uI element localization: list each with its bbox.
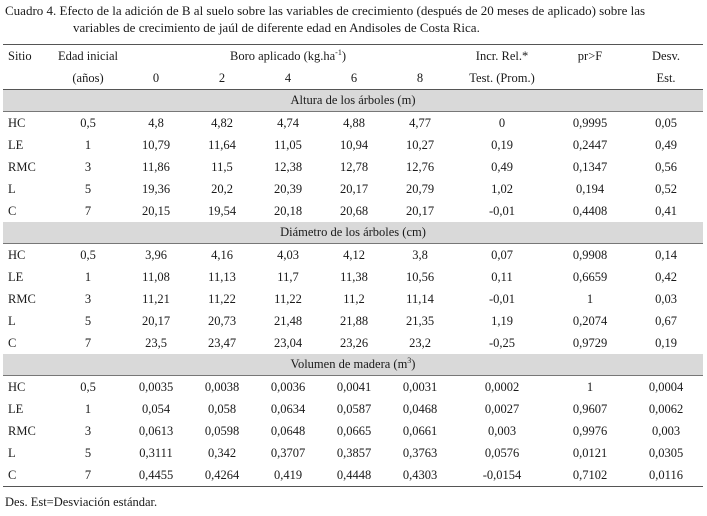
table-row [3,398,703,420]
site-cell: C [8,336,17,350]
site-cell: LE [8,270,24,284]
table-row [3,442,703,464]
value-cell: 19,54 [207,204,237,218]
site-cell: C [3,464,53,487]
value-cell: 20,17 [405,204,435,218]
value-cell: 0,67 [655,314,677,328]
value-cell: -0,25 [488,336,516,350]
value-cell: 4,12 [343,248,365,262]
value-cell: 0,5 [80,248,96,262]
value-cell: 0,058 [207,402,237,416]
value-cell: 4,03 [277,248,299,262]
header-edad: Edad inicial [53,45,123,68]
value-cell: 0,52 [655,182,677,196]
value-cell: 0,5 [80,116,96,130]
table-row [3,244,703,267]
value-cell: 0,0041 [336,380,372,394]
site-cell: HC [8,248,26,262]
value-cell: 12,38 [273,160,303,174]
value-cell: 3 [84,160,92,174]
value-cell: -0,01 [488,292,516,306]
header-desv: Desv. [629,45,703,68]
value-cell: 0,0665 [336,424,372,438]
value-cell: 5 [84,446,92,460]
value-cell: 4,16 [211,248,233,262]
header-dose: 6 [321,67,387,90]
value-cell: 0,49 [655,138,677,152]
value-cell: 0,0027 [484,402,520,416]
value-cell: 20,15 [141,204,171,218]
value-cell: 7 [53,464,123,487]
value-cell: 11,21 [142,292,170,306]
value-cell: 0,054 [141,402,171,416]
site-cell: RMC [8,292,36,306]
value-cell: 0,56 [655,160,677,174]
value-cell: 20,79 [405,182,435,196]
header-incr-sub: Test. (Prom.) [453,67,551,90]
value-cell: 1,02 [491,182,513,196]
table-row [3,288,703,310]
value-cell: 3,96 [145,248,167,262]
table-row [3,464,703,487]
value-cell: 10,94 [339,138,369,152]
value-cell: 3 [84,292,92,306]
value-cell: 0,0576 [484,446,520,460]
header-boro: Boro aplicado $(kg.ha^{-1})$ [123,45,453,68]
value-cell: -0,0154 [453,464,551,487]
value-cell: 11,7 [277,270,299,284]
value-cell: 0,3111 [139,446,173,460]
value-cell: -0,01 [488,204,516,218]
header-incr: Incr. Rel.* [453,45,551,68]
value-cell: 4,82 [211,116,233,130]
value-cell: 0,03 [655,292,677,306]
site-cell: LE [8,138,24,152]
table-row [3,156,703,178]
value-cell: 0,0031 [402,380,438,394]
value-cell: 20,17 [339,182,369,196]
table-row [3,200,703,222]
value-cell: 19,36 [141,182,171,196]
value-cell: 11,13 [208,270,236,284]
value-cell: 0,003 [487,424,517,438]
value-cell: 0,0121 [572,446,608,460]
value-cell: 0,5 [80,380,96,394]
value-cell: 3 [84,424,92,438]
site-cell: LE [8,402,24,416]
value-cell: 0,419 [255,464,321,487]
value-cell: 0,0468 [402,402,438,416]
value-cell: 0,14 [655,248,677,262]
site-cell: L [8,314,16,328]
value-cell: 20,39 [273,182,303,196]
value-cell: 11,5 [211,160,233,174]
value-cell: 0,4408 [572,204,608,218]
value-cell: 0,0004 [648,380,684,394]
header-desv-sub: Est. [629,67,703,90]
header-row-1 [3,45,703,68]
value-cell: 11,08 [142,270,170,284]
value-cell: 1,19 [491,314,513,328]
value-cell: 12,76 [405,160,435,174]
value-cell: 11,2 [343,292,365,306]
value-cell: 23,04 [273,336,303,350]
value-cell: 0,003 [651,424,681,438]
value-cell: 11,38 [340,270,368,284]
value-cell: 0,342 [207,446,237,460]
value-cell: 0,0116 [629,464,703,487]
site-cell: L [8,182,16,196]
site-cell: RMC [8,424,36,438]
value-cell: 23,26 [339,336,369,350]
value-cell: 0,0613 [138,424,174,438]
value-cell: 0,4455 [123,464,189,487]
header-dose: 8 [387,67,453,90]
value-cell: 5 [84,314,92,328]
site-cell: HC [8,116,26,130]
value-cell: 0,9908 [572,248,608,262]
value-cell: 10,56 [405,270,435,284]
table-row [3,178,703,200]
value-cell: 0,4448 [321,464,387,487]
value-cell: 7 [84,336,92,350]
value-cell: 0,0587 [336,402,372,416]
value-cell: 20,18 [273,204,303,218]
value-cell: 11,86 [142,160,170,174]
value-cell: 11,22 [208,292,236,306]
value-cell: 0,19 [491,138,513,152]
value-cell: 0,9976 [572,424,608,438]
header-dose: 0 [123,67,189,90]
value-cell: 21,48 [273,314,303,328]
value-cell: 21,35 [405,314,435,328]
value-cell: 0,0661 [402,424,438,438]
section-header [3,90,703,112]
site-cell: RMC [8,160,36,174]
value-cell: 4,77 [409,116,431,130]
site-cell: C [8,204,17,218]
value-cell: 20,17 [141,314,171,328]
site-cell: L [8,446,16,460]
value-cell: 20,73 [207,314,237,328]
value-cell: 0,9607 [572,402,608,416]
value-cell: 5 [84,182,92,196]
value-cell: 0,7102 [551,464,629,487]
value-cell: 0,3763 [402,446,438,460]
value-cell: 0,0648 [270,424,306,438]
section-title: Volumen de madera $(m^3)$ [3,354,703,376]
value-cell: 11,05 [274,138,302,152]
value-cell: 1 [84,402,92,416]
value-cell: 1 [84,138,92,152]
value-cell: 0,19 [655,336,677,350]
value-cell: 0,42 [655,270,677,284]
value-cell: 0,0002 [484,380,520,394]
value-cell: 20,2 [211,182,233,196]
value-cell: 0,0598 [204,424,240,438]
value-cell: 0,11 [491,270,513,284]
value-cell: 0,2447 [572,138,608,152]
header-edad-unit: (años) [53,67,123,90]
value-cell: 1 [586,380,594,394]
value-cell: 0,0062 [648,402,684,416]
value-cell: 7 [84,204,92,218]
value-cell: 0,41 [655,204,677,218]
value-cell: 1 [586,292,594,306]
value-cell: 0,07 [491,248,513,262]
header-prf: pr>F [551,45,629,68]
value-cell: 3,8 [412,248,428,262]
value-cell: 0,9729 [572,336,608,350]
caption-line-1: Cuadro 4. Efecto de la adición de B al suelo sobre las variables de crecimiento (después de 20 meses de aplicado) sobre las [5,3,646,18]
value-cell: 0 [498,116,506,130]
value-cell: 0,05 [655,116,677,130]
value-cell: 1 [84,270,92,284]
footnote: Des. Est=Desviación estándar. [5,495,158,509]
header-dose: 4 [255,67,321,90]
value-cell: 0,9995 [572,116,608,130]
value-cell: 0,194 [575,182,605,196]
value-cell: 10,27 [405,138,435,152]
value-cell: 0,3857 [336,446,372,460]
value-cell: 0,0038 [204,380,240,394]
value-cell: 23,5 [145,336,167,350]
value-cell: 0,0634 [270,402,306,416]
value-cell: 11,22 [274,292,302,306]
table-row [3,310,703,332]
value-cell: 23,47 [207,336,237,350]
section-title: Altura de los árboles (m) [3,90,703,112]
value-cell: 0,4303 [387,464,453,487]
value-cell: 20,68 [339,204,369,218]
value-cell: 0,0305 [648,446,684,460]
value-cell: 4,88 [343,116,365,130]
value-cell: 23,2 [409,336,431,350]
table-row [3,266,703,288]
caption-line-2: variables de crecimiento de jaúl de diferente edad en Andisoles de Costa Rica. [73,20,480,35]
value-cell: 0,6659 [572,270,608,284]
value-cell: 0,2074 [572,314,608,328]
value-cell: 0,1347 [572,160,608,174]
data-table [3,44,703,487]
value-cell: 21,88 [339,314,369,328]
table-row [3,332,703,354]
table-row [3,376,703,399]
value-cell: 0,49 [491,160,513,174]
header-sitio: Sitio [3,45,53,68]
value-cell: 4,8 [148,116,164,130]
section-header [3,354,703,376]
value-cell: 12,78 [339,160,369,174]
table-row [3,112,703,135]
table-caption [5,2,703,36]
header-row-2 [3,67,703,90]
section-header [3,222,703,244]
value-cell: 0,0035 [138,380,174,394]
value-cell: 11,64 [208,138,236,152]
header-dose: 2 [189,67,255,90]
value-cell: 0,0036 [270,380,306,394]
value-cell: 0,4264 [189,464,255,487]
value-cell: 11,14 [406,292,434,306]
value-cell: 0,3707 [270,446,306,460]
section-title: Diámetro de los árboles (cm) [3,222,703,244]
site-cell: HC [8,380,26,394]
table-row [3,134,703,156]
value-cell: 10,79 [141,138,171,152]
value-cell: 4,74 [277,116,299,130]
table-row [3,420,703,442]
